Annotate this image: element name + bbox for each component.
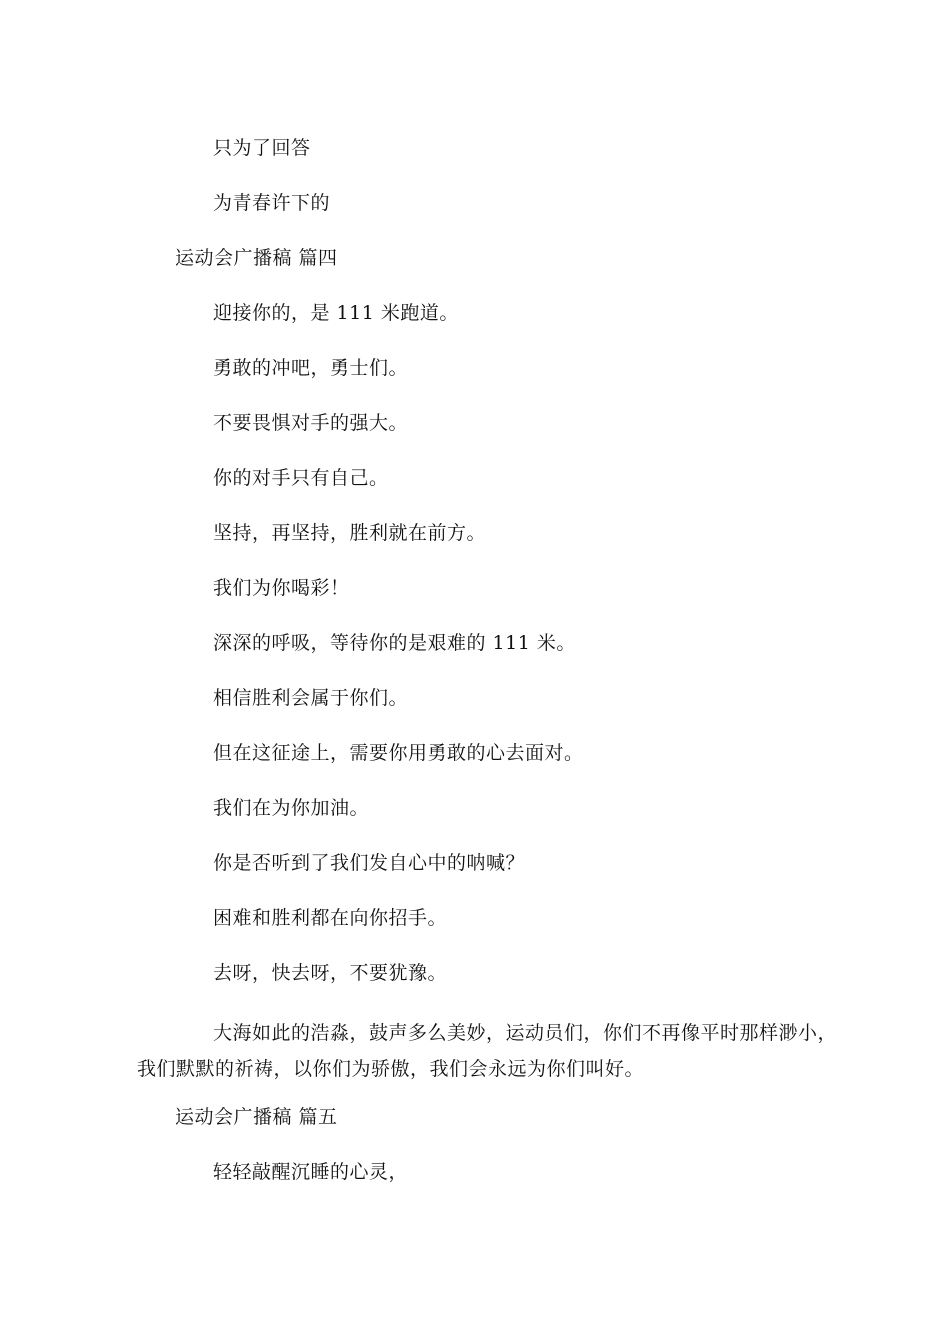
text-line: 坚持，再坚持，胜利就在前方。 — [213, 522, 487, 544]
text-line: 只为了回答 — [213, 137, 311, 159]
text-line: 勇敢的冲吧，勇士们。 — [213, 357, 409, 379]
text-line: 为青春许下的 — [213, 192, 331, 214]
text-line: 困难和胜利都在向你招手。 — [213, 907, 448, 929]
text-line: 但在这征途上，需要你用勇敢的心去面对。 — [213, 742, 584, 764]
text-line: 我们在为你加油。 — [213, 797, 370, 819]
text-line: 迎接你的，是 111 米跑道。 — [213, 302, 459, 324]
text-line: 深深的呼吸，等待你的是艰难的 111 米。 — [213, 632, 576, 654]
text-line: 不要畏惧对手的强大。 — [213, 412, 409, 434]
text-line: 你的对手只有自己。 — [213, 467, 389, 489]
text-line: 你是否听到了我们发自心中的呐喊？ — [213, 852, 526, 874]
text-line: 相信胜利会属于你们。 — [213, 687, 409, 709]
section-heading: 运动会广播稿 篇四 — [175, 247, 338, 269]
text-line: 我们为你喝彩！ — [213, 577, 350, 599]
text-line: 去呀，快去呀，不要犹豫。 — [213, 962, 448, 984]
text-line: 轻轻敲醒沉睡的心灵， — [213, 1161, 409, 1183]
body-paragraph: 大海如此的浩淼，鼓声多么美妙，运动员们，你们不再像平时那样渺小，我们默默的祈祷，以你们为骄傲，我们会永远为你们叫好。 — [137, 1022, 838, 1080]
section-heading: 运动会广播稿 篇五 — [175, 1106, 338, 1128]
